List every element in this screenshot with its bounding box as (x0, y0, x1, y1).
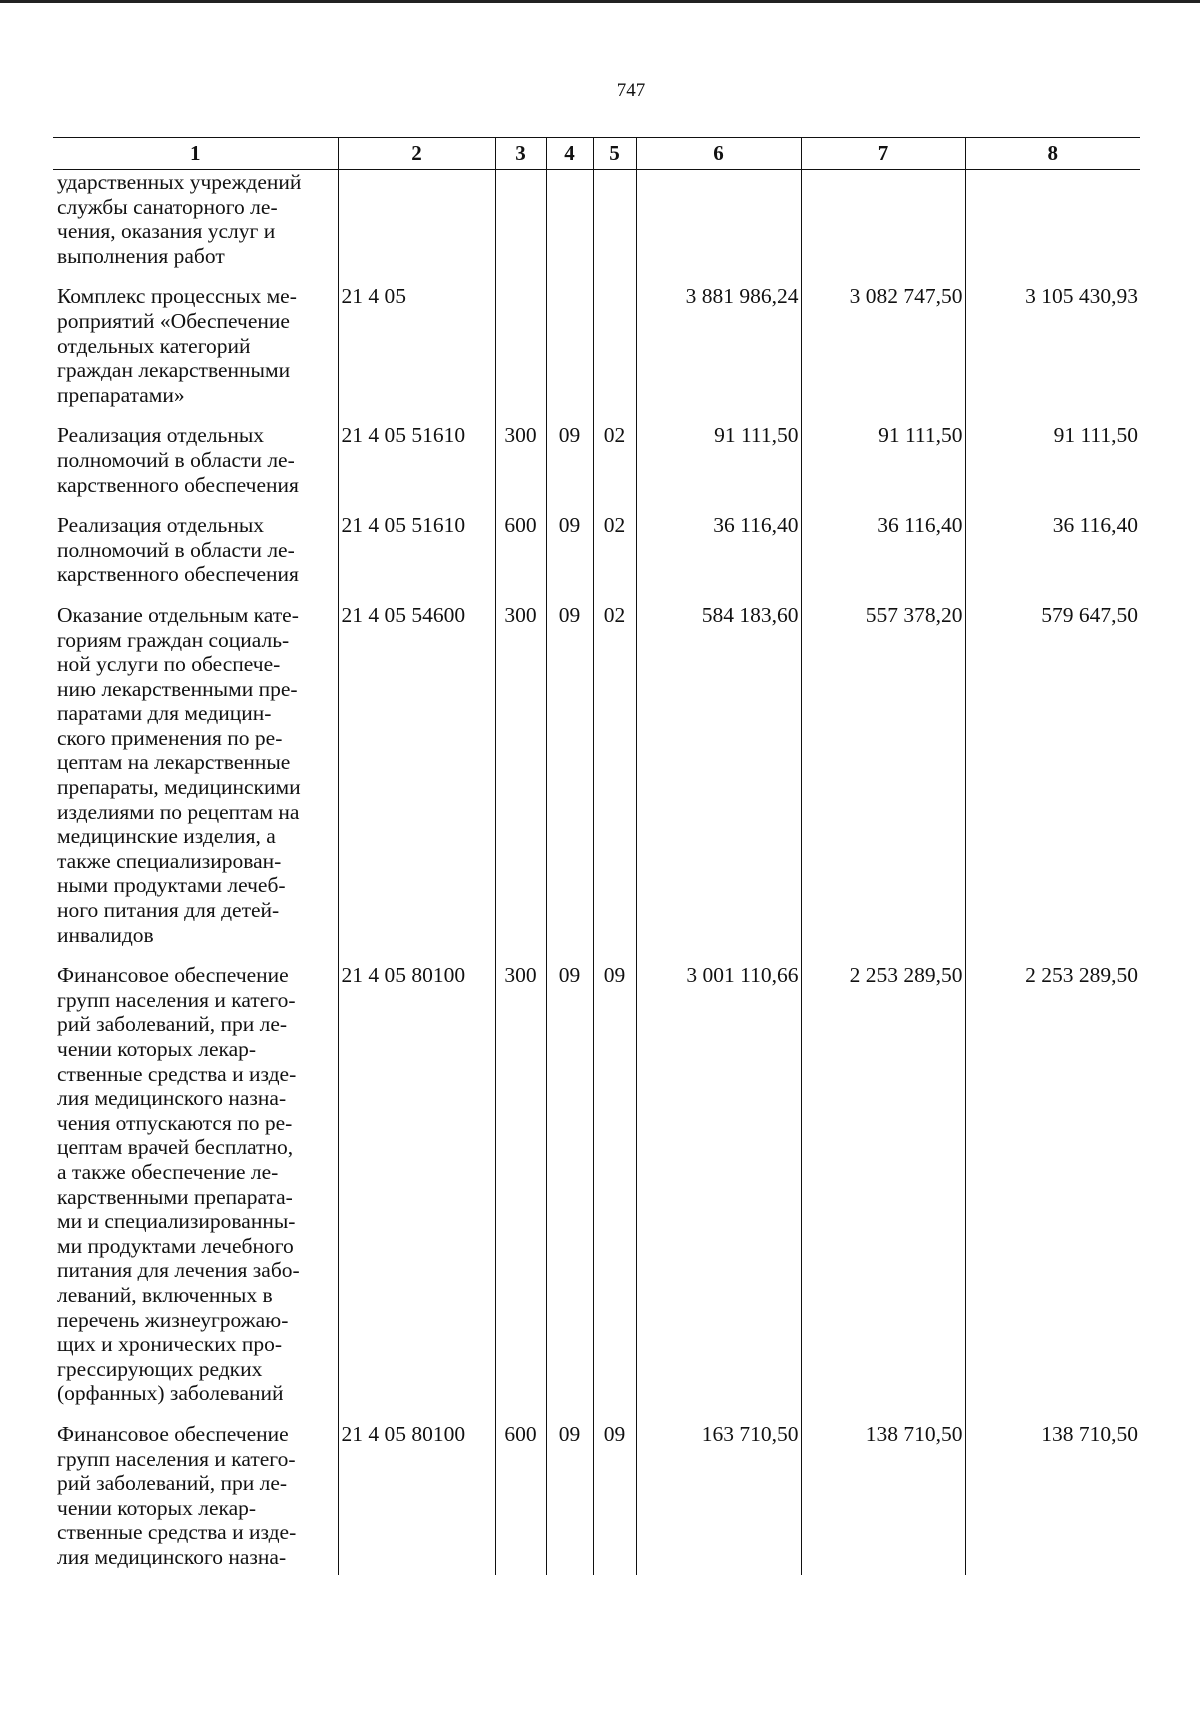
spacer-cell (546, 268, 593, 284)
spacer-cell (338, 268, 495, 284)
row-amount-year-1: 36 116,40 (636, 513, 801, 587)
spacer-cell (338, 497, 495, 513)
spacer-cell (53, 497, 338, 513)
row-expense-type: 300 (495, 963, 546, 1406)
page-number: 747 (616, 80, 646, 101)
row-section: 09 (546, 603, 593, 947)
row-amount-year-3: 91 111,50 (965, 423, 1140, 497)
header-col-3: 3 (495, 138, 546, 170)
table-row (53, 603, 1140, 947)
tail-cell (593, 1569, 636, 1575)
spacer-cell (593, 407, 636, 423)
spacer-cell (593, 268, 636, 284)
spacer-cell (636, 947, 801, 963)
row-subsection (593, 284, 636, 407)
spacer-cell (801, 407, 965, 423)
row-amount-year-2: 91 111,50 (801, 423, 965, 497)
row-subsection: 02 (593, 513, 636, 587)
row-description: Реализация отдельных полномочий в области ле- карственного обеспечения (57, 423, 299, 497)
spacer-cell (53, 268, 338, 284)
spacer-cell (546, 497, 593, 513)
row-amount-year-3: 2 253 289,50 (965, 963, 1140, 1406)
tail-cell (495, 1569, 546, 1575)
tail-cell (801, 1569, 965, 1575)
spacer-cell (965, 407, 1140, 423)
spacer-cell (593, 497, 636, 513)
table-tail (53, 1569, 1140, 1575)
table-row (53, 1422, 1140, 1570)
spacer-cell (495, 407, 546, 423)
row-expense-type: 600 (495, 1422, 546, 1570)
spacer-cell (495, 497, 546, 513)
row-spacer (53, 1406, 1140, 1422)
row-amount-year-2: 2 253 289,50 (801, 963, 965, 1406)
spacer-cell (801, 1406, 965, 1422)
header-col-2: 2 (338, 138, 495, 170)
spacer-cell (53, 407, 338, 423)
spacer-cell (546, 947, 593, 963)
row-amount-year-1: 163 710,50 (636, 1422, 801, 1570)
row-amount-year-3: 138 710,50 (965, 1422, 1140, 1570)
row-expense-type: 300 (495, 603, 546, 947)
table-row (53, 170, 1140, 269)
table-row (53, 423, 1140, 497)
spacer-cell (338, 1406, 495, 1422)
table-row (53, 963, 1140, 1406)
row-expense-type: 300 (495, 423, 546, 497)
row-section: 09 (546, 513, 593, 587)
row-expense-type (495, 170, 546, 269)
spacer-cell (53, 587, 338, 603)
row-section: 09 (546, 423, 593, 497)
row-spacer (53, 947, 1140, 963)
row-target-code: 21 4 05 51610 (338, 423, 495, 497)
row-amount-year-3 (965, 170, 1140, 269)
spacer-cell (495, 1406, 546, 1422)
spacer-cell (801, 268, 965, 284)
row-subsection: 02 (593, 603, 636, 947)
row-description: Финансовое обеспечение групп населения и катего- рий заболеваний, при ле- чении которых лекар- ственные средства и изде- лия медицинского назна- чения отпускаются по ре- цептам врачей бесплатно, а также обеспечение ле- карственными препарата- ми и специализированны- ми продуктами лечебного питания для лечения забо- леваний, включенных в перечень жизнеугрожаю- щих и хронических про- грессирующих редких (орфанных) заболеваний (57, 963, 300, 1406)
row-target-code: 21 4 05 51610 (338, 513, 495, 587)
row-description: Финансовое обеспечение групп населения и катего- рий заболеваний, при ле- чении которых лекар- ственные средства и изде- лия медицинского назна- (57, 1421, 297, 1569)
row-spacer (53, 587, 1140, 603)
row-subsection: 09 (593, 1422, 636, 1570)
row-description: Комплекс процессных ме- роприятий «Обеспечение отдельных категорий граждан лекарственными препаратами» (57, 284, 297, 407)
spacer-cell (965, 268, 1140, 284)
spacer-cell (53, 1406, 338, 1422)
budget-table (53, 137, 1140, 1575)
row-amount-year-3: 579 647,50 (965, 603, 1140, 947)
header-col-7: 7 (801, 138, 965, 170)
spacer-cell (636, 407, 801, 423)
spacer-cell (593, 587, 636, 603)
spacer-cell (636, 497, 801, 513)
spacer-cell (801, 947, 965, 963)
header-col-5: 5 (593, 138, 636, 170)
row-expense-type (495, 284, 546, 407)
row-amount-year-1: 3 001 110,66 (636, 963, 801, 1406)
row-description: Оказание отдельным кате- гориям граждан социаль- ной услуги по обеспече- нию лекарственными пре- паратами для медицин- ского применения по ре- цептам на лекарственные препараты, медицинскими изделиями по рецептам на медицинские изделия, а также специализирован- ными продуктами лечеб- ного питания для детей- инвалидов (57, 602, 301, 947)
row-amount-year-3: 36 116,40 (965, 513, 1140, 587)
row-target-code: 21 4 05 (338, 284, 495, 407)
table-body (53, 170, 1140, 1576)
row-amount-year-2: 138 710,50 (801, 1422, 965, 1570)
row-target-code: 21 4 05 80100 (338, 963, 495, 1406)
table-row (53, 513, 1140, 587)
row-description: ударственных учреждений службы санаторного ле- чения, оказания услуг и выполнения работ (57, 170, 302, 268)
spacer-cell (801, 497, 965, 513)
spacer-cell (546, 1406, 593, 1422)
row-section (546, 170, 593, 269)
spacer-cell (53, 947, 338, 963)
spacer-cell (965, 587, 1140, 603)
page-top-edge (0, 0, 1200, 3)
spacer-cell (338, 407, 495, 423)
row-amount-year-2: 36 116,40 (801, 513, 965, 587)
header-col-1: 1 (53, 138, 338, 170)
spacer-cell (495, 587, 546, 603)
row-section: 09 (546, 1422, 593, 1570)
row-amount-year-3: 3 105 430,93 (965, 284, 1140, 407)
spacer-cell (338, 947, 495, 963)
spacer-cell (495, 947, 546, 963)
row-subsection: 02 (593, 423, 636, 497)
row-amount-year-1: 91 111,50 (636, 423, 801, 497)
spacer-cell (636, 1406, 801, 1422)
spacer-cell (636, 268, 801, 284)
spacer-cell (546, 407, 593, 423)
row-target-code: 21 4 05 80100 (338, 1422, 495, 1570)
tail-cell (53, 1569, 338, 1575)
row-spacer (53, 268, 1140, 284)
spacer-cell (338, 587, 495, 603)
table-row (53, 284, 1140, 407)
header-col-6: 6 (636, 138, 801, 170)
spacer-cell (965, 947, 1140, 963)
tail-cell (636, 1569, 801, 1575)
row-subsection (593, 170, 636, 269)
header-col-8: 8 (965, 138, 1140, 170)
row-amount-year-1: 584 183,60 (636, 603, 801, 947)
row-amount-year-1: 3 881 986,24 (636, 284, 801, 407)
spacer-cell (965, 497, 1140, 513)
tail-cell (965, 1569, 1140, 1575)
spacer-cell (636, 587, 801, 603)
spacer-cell (965, 1406, 1140, 1422)
row-target-code: 21 4 05 54600 (338, 603, 495, 947)
row-amount-year-2: 557 378,20 (801, 603, 965, 947)
row-description: Реализация отдельных полномочий в области ле- карственного обеспечения (57, 513, 299, 587)
row-amount-year-1 (636, 170, 801, 269)
table-header-row (53, 138, 1140, 170)
tail-cell (546, 1569, 593, 1575)
row-section (546, 284, 593, 407)
tail-cell (338, 1569, 495, 1575)
spacer-cell (546, 587, 593, 603)
row-target-code (338, 170, 495, 269)
row-spacer (53, 497, 1140, 513)
row-section: 09 (546, 963, 593, 1406)
row-amount-year-2 (801, 170, 965, 269)
spacer-cell (801, 587, 965, 603)
spacer-cell (495, 268, 546, 284)
header-col-4: 4 (546, 138, 593, 170)
row-subsection: 09 (593, 963, 636, 1406)
row-spacer (53, 407, 1140, 423)
row-expense-type: 600 (495, 513, 546, 587)
spacer-cell (593, 1406, 636, 1422)
spacer-cell (593, 947, 636, 963)
row-amount-year-2: 3 082 747,50 (801, 284, 965, 407)
